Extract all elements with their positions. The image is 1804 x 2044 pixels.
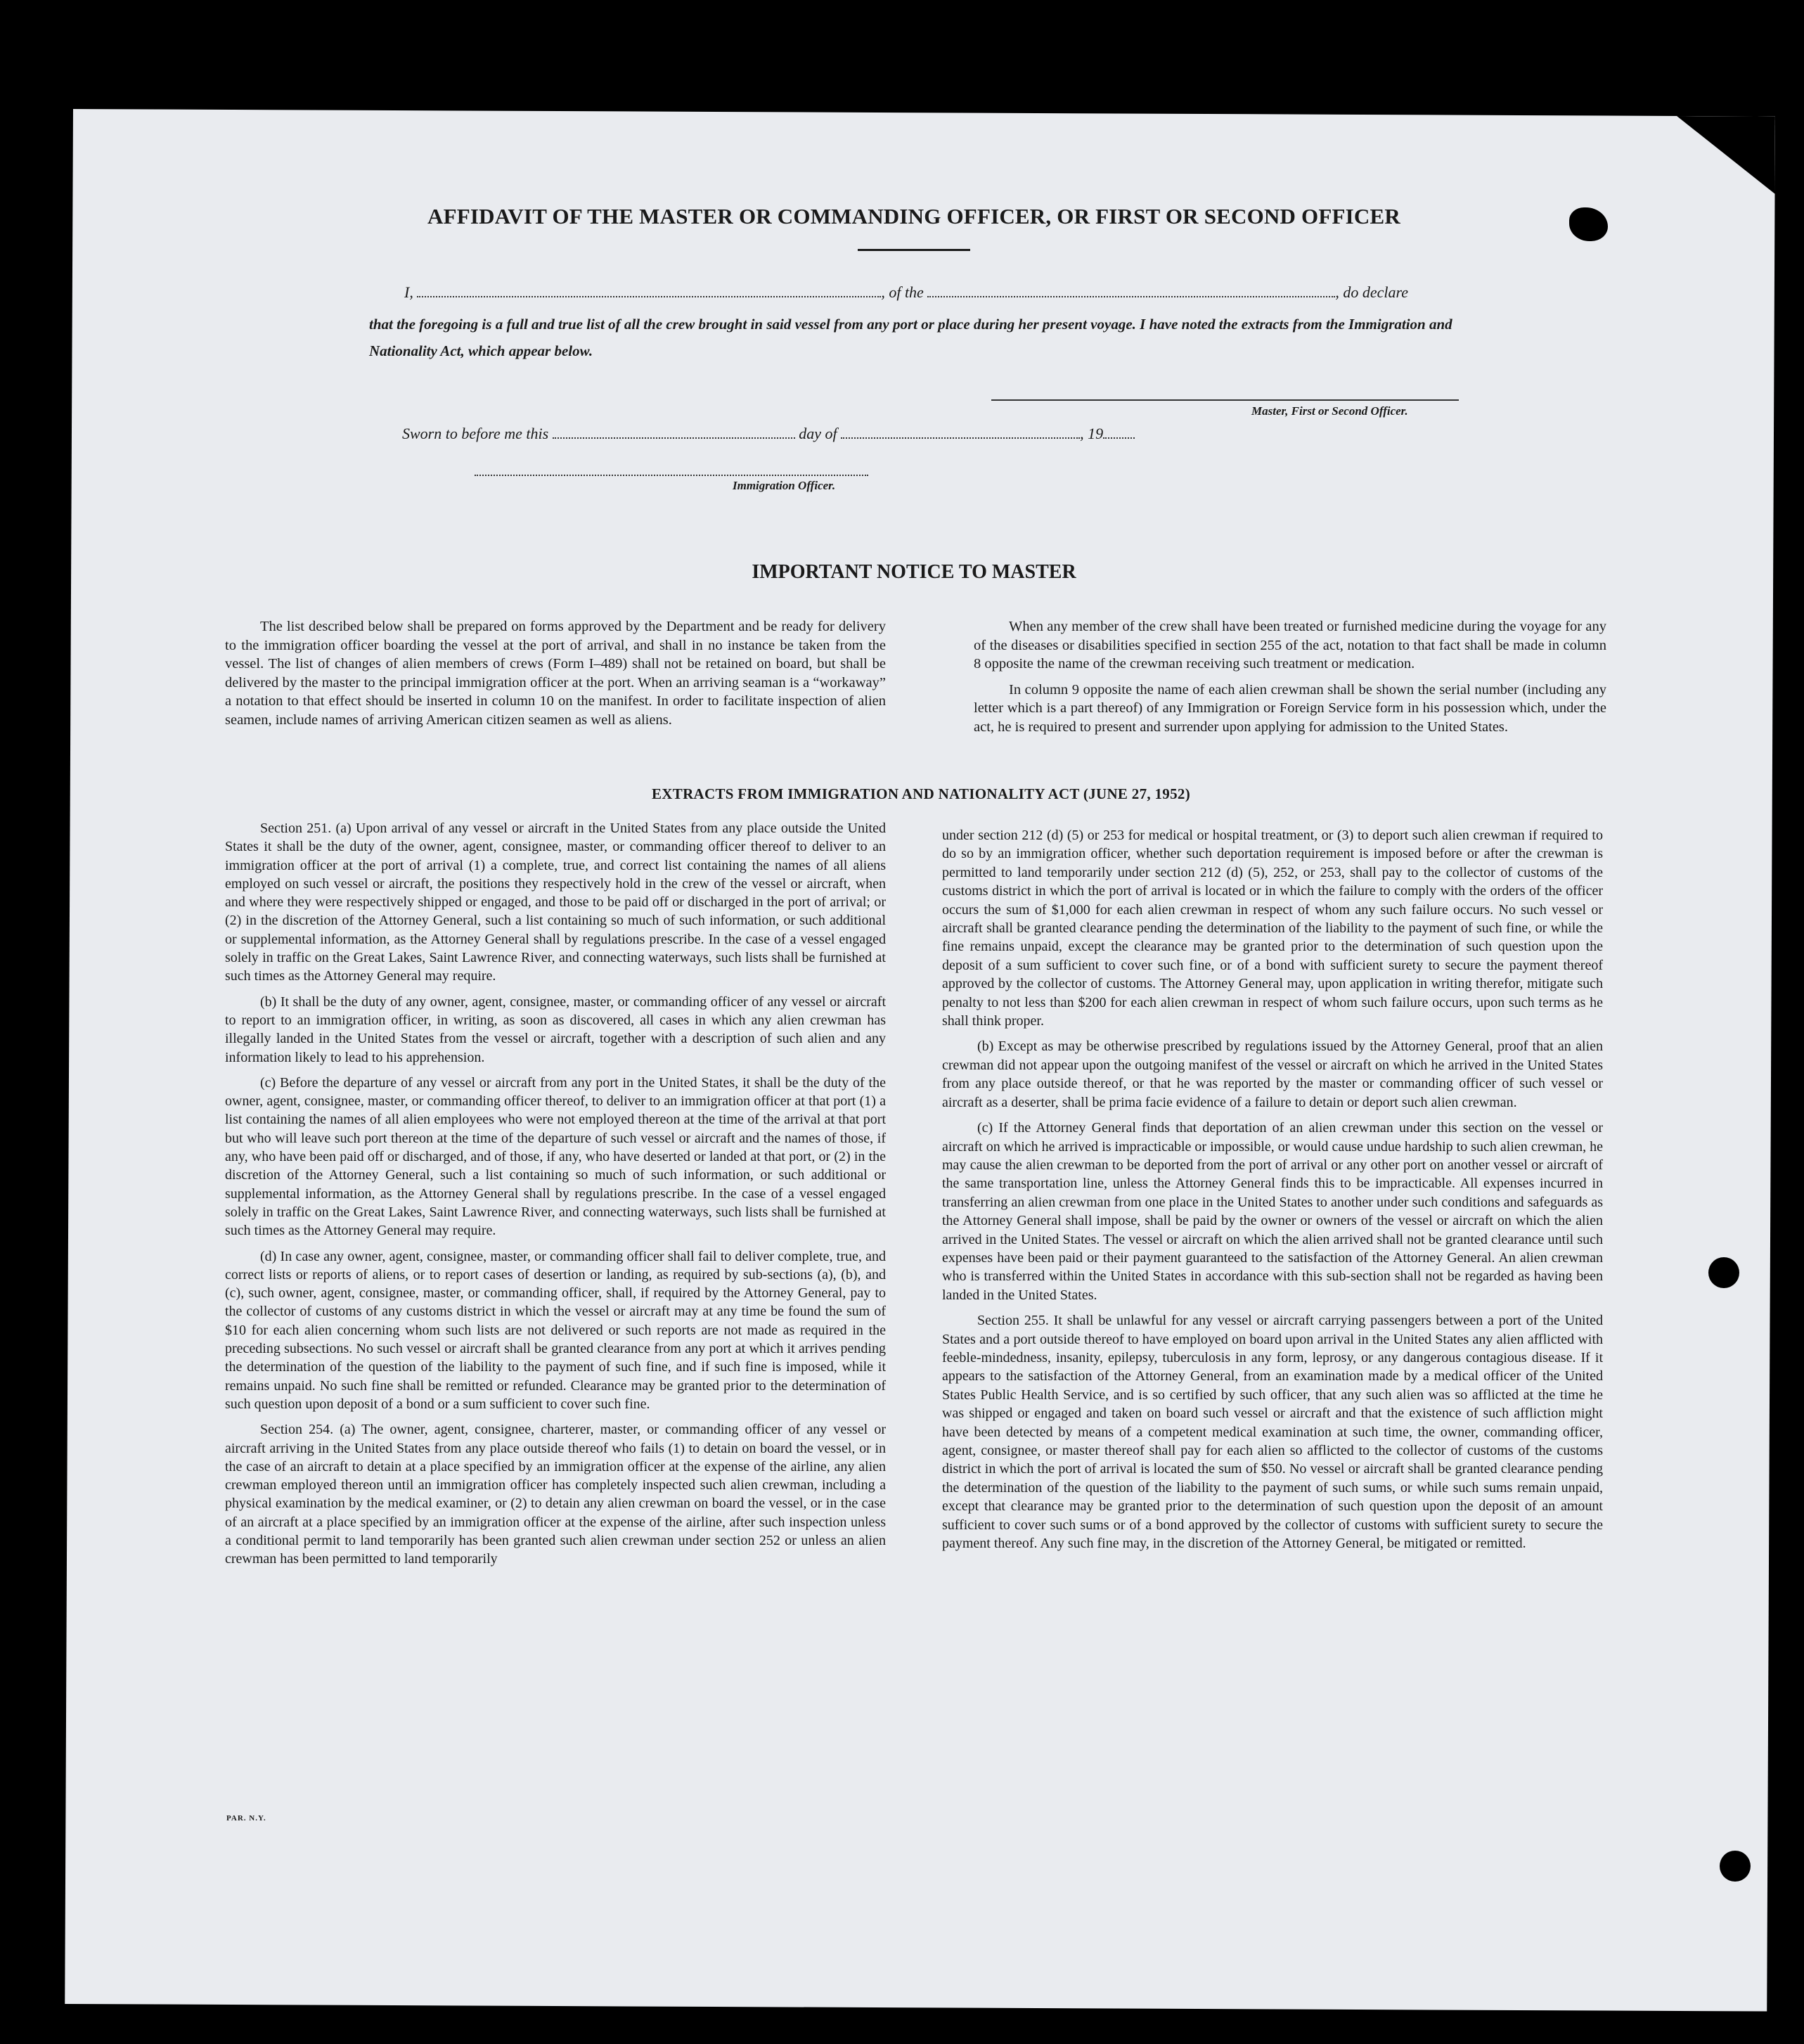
section-255: Section 255. It shall be unlawful for any vessel or aircraft carrying passengers between a port of the United States and a port outside thereof to have employed on board upon arrival in the United States any alien afflicted with feeble-mindedness, insanity, epilepsy, tuberculosis in any form, leprosy, or any dangerous contagious disease. If it appears to the satisfaction of the Attorney General, from an examination made by a medical officer of the United States Public Health Service, and is so certified by such officer, that any such alien was so afflicted at the time he was shipped or engaged and taken on board such vessel or aircraft and that the existence of such affliction might have been detected by means of a competent medical examination at such time, the owner, commanding officer, agent, consignee, or master thereof shall pay for each alien so afflicted to the collector of customs of the customs district in which the port of arrival is located the sum of $50. No vessel or aircraft shall be granted clearance pending the determination of the question of the liability to the payment of such sums, or while such sums remain unpaid, except that clearance may be granted prior to the determination of such question upon the deposit of an amount sufficient to cover such sums or of a bond approved by the collector of customs with sufficient surety to secure the payment thereof. Any such fine may, in the discretion of the Attorney General, be mitigated or remitted. [942,1313,1603,1552]
master-signature-line[interactable] [991,399,1459,401]
sworn-day-of: day of [799,425,837,442]
sworn-month-blank[interactable] [841,425,1080,439]
section-251-c: (c) Before the departure of any vessel or aircraft from any port in the United States, it shall be the duty of the owner, agent, consignee, master, or commanding officer thereof, to deliver to an immigration officer at that port (1) a list containing the names of all alien employees who were not employed thereon at the time of the arrival at that port but who will leave such port thereon at the time of the departure of such vessel or aircraft and the names of those, if any, who have been paid off or discharged, and of those, if any, who have deserted or landed at that port, or (2) in the discretion of the Attorney General, such a list containing so much of such information, or such additional or supplemental information, as the Attorney General shall by regulations prescribe. In the case of a vessel engaged solely in traffic on the Great Lakes, Saint Lawrence River, and connecting waterways, such lists shall be furnished at such times as the Attorney General may require. [225,1074,886,1239]
section-254-a: Section 254. (a) The owner, agent, consignee, charterer, master, or commanding officer of any vessel or aircraft arriving in the United States from any place outside thereof who fails (1) to detain on board the vessel, or in the case of an aircraft to detain at a place specified by an immigration officer at the expense of the airline, any alien crewman employed thereon until an immigration officer has completely inspected such alien crewman, including a physical examination by the medical examiner, or (2) to detain any alien crewman on board the vessel, or in the case of an aircraft at a place specified by an immigration officer at the expense of the airline, after such inspection unless a conditional permit to land temporarily has been granted such alien crewman under section 252 or unless an alien crewman has been permitted to land temporarily [225,1422,886,1567]
notice-left-column [225,617,886,736]
section-251-b: (b) It shall be the duty of any owner, agent, consignee, master, or commanding officer of any vessel or aircraft to report to an immigration officer, in writing, as soon as discovered, all cases in which any alien crewman has illegally landed in the United States from the vessel or aircraft, together with a description of such alien and any information likely to lead to his apprehension. [225,994,886,1065]
sworn-year-blank[interactable] [1103,425,1135,439]
immigration-officer-signature-line[interactable] [475,475,868,476]
section-254-b: (b) Except as may be otherwise prescribed by regulations issued by the Attorney General, proof that an alien crewman did not appear upon the outgoing manifest of the vessel or aircraft on which he arrived in the United States from any place outside thereof, or that he was reported by the master or commanding officer of such vessel or aircraft as a deserter, shall be prima facie evidence of a failure to detain or deport such alien crewman. [942,1039,1603,1110]
printer-mark: PAR. N.Y. [226,1814,266,1823]
punch-hole-upper [1708,1257,1739,1288]
decl-i: I, [404,283,413,301]
notice-title: IMPORTANT NOTICE TO MASTER [752,561,1076,583]
notice-right-paragraph-2: In column 9 opposite the name of each alien crewman shall be shown the serial number (including any letter which is a part thereof) of any Immigration or Foreign Service form in his possession which, under the act, he is required to present and surrender upon applying for admission to the United States. [974,681,1606,735]
declaration-text: that the foregoing is a full and true list of all the crew brought in said vessel from any port or place during her present voyage. I have noted the extracts from the Immigration and Nationality Act, which appear below. [369,316,1452,359]
sworn-day-blank[interactable] [553,425,795,439]
affidavit-title: AFFIDAVIT OF THE MASTER OR COMMANDING OFFICER, OR FIRST OR SECOND OFFICER [427,204,1400,229]
extracts-title: EXTRACTS FROM IMMIGRATION AND NATIONALITY ACT (JUNE 27, 1952) [652,785,1190,802]
notice-right-column [974,617,1606,743]
extracts-left-column [225,819,886,1576]
notice-left-paragraph: The list described below shall be prepared on forms approved by the Department and be ready for delivery to the immigration officer boarding the vessel at the port of arrival, and shall in no instance be taken from the vessel. The list of changes of alien members of crews (Form I–489) shall not be retained on board, but shall be delivered by the master to the principal immigration officer at the port. When an arriving seaman is a “workaway” a notation to that effect should be inserted in column 10 on the manifest. In order to facilitate inspection of alien seamen, include names of arriving American citizen seamen as well as aliens. [225,619,886,728]
decl-do-declare: , do declare [1335,283,1408,301]
name-blank[interactable] [417,283,881,297]
notice-right-paragraph-1: When any member of the crew shall have been treated or furnished medicine during the voyage for any of the diseases or disabilities specified in section 255 of the act, notation to that fact shall be made in column 8 opposite the name of the crewman receiving such treatment or medication. [974,619,1606,671]
declaration-line [404,283,1462,302]
page-corner-shadow [1676,116,1774,194]
title-rule [858,249,970,251]
master-signature-label: Master, First or Second Officer. [1251,404,1408,418]
vessel-blank[interactable] [927,283,1335,297]
extracts-right-column [942,826,1603,1560]
sworn-line: Sworn to before me this day of , 19 [402,425,1204,443]
sworn-prefix: Sworn to before me this [402,425,549,442]
punch-hole-lower [1720,1851,1751,1882]
decl-of-the: , of the [881,283,924,301]
sworn-year: 19 [1088,425,1104,442]
immigration-officer-label: Immigration Officer. [733,479,836,492]
section-251-a: Section 251. (a) Upon arrival of any vessel or aircraft in the United States from any place outside the United States it shall be the duty of the owner, agent, consignee, master, or commanding officer thereof to deliver to an immigration officer at the port of arrival (1) a complete, true, and correct list containing the names of all aliens employed on such vessel or aircraft, the positions they respectively hold in the crew of the vessel or aircraft, when and where they were respectively shipped or engaged, and those to be paid off or discharged in the port of arrival; or (2) in the discretion of the Attorney General, such a list containing so much of such information, or such additional or supplemental information, as the Attorney General shall by regulations prescribe. In the case of a vessel engaged solely in traffic on the Great Lakes, Saint Lawrence River, and connecting waterways, such lists shall be furnished at such times as the Attorney General may require. [225,821,886,984]
section-254-a-continued: under section 212 (d) (5) or 253 for medical or hospital treatment, or (3) to deport such alien crewman if required to do so by an immigration officer, whether such deportation requirement is imposed before or after the crewman is permitted to land temporarily under section 212 (d) (5), 252, or 253, shall pay to the collector of customs of the customs district in which the port of arrival is located or in which the failure to comply with the orders of the officer occurs the sum of $1,000 for each alien crewman in respect of whom any such failure occurs. No such vessel or aircraft shall be granted clearance pending the determination of the liability to the payment of such fine, or while the fine remains unpaid, except the clearance may be granted prior to the determination of such question upon the deposit of a sum sufficient to cover such fine, or of a bond with sufficient surety to secure the payment thereof approved by the collector of customs. The Attorney General may, upon application in writing therefor, mitigate such penalty to not less than $200 for each alien crewman in respect of whom such failure occurs, upon such terms as he shall think proper. [942,828,1603,1029]
section-254-c: (c) If the Attorney General finds that deportation of an alien crewman under this section on the vessel or aircraft on which he arrived is impracticable or impossible, or would cause undue hardship to such alien crewman, he may cause the alien crewman to be deported from the port of arrival or any other port on another vessel or aircraft of the same transportation line, unless the Attorney General finds this to be impracticable. All expenses incurred in transferring an alien crewman from one place in the United States to another under such conditions and safeguards as the Attorney General shall impose, shall be paid by the owner or owners of the vessel or aircraft on which the alien arrived in the United States. The vessel or aircraft on which the alien arrived shall not be granted clearance until such expenses have been paid or their payment guaranteed to the satisfaction of the Attorney General. An alien crewman who is transferred within the United States in accordance with this sub-section shall not be regarded as having been landed in the United States. [942,1120,1603,1303]
section-251-d: (d) In case any owner, agent, consignee, master, or commanding officer shall fail to deliver complete, true, and correct lists or reports of aliens, or to report cases of desertion or landing, as required by sub-sections (a), (b), and (c), such owner, agent, consignee, master, or commanding officer, shall, if required by the Attorney General, pay to the collector of customs of any customs district in which the vessel or aircraft may at any time be found the sum of $10 for each alien concerning whom such lists are not delivered or such reports are not made as required in the preceding subsections. No such vessel or aircraft shall be granted clearance from any port at which it arrives pending the determination of the question of the liability to the payment of such fine, and if such fine is imposed, while it remains unpaid. No such fine shall be remitted or refunded. Clearance may be granted prior to the determination of such question upon deposit of a bond or a sum sufficient to cover such fine. [225,1248,886,1412]
